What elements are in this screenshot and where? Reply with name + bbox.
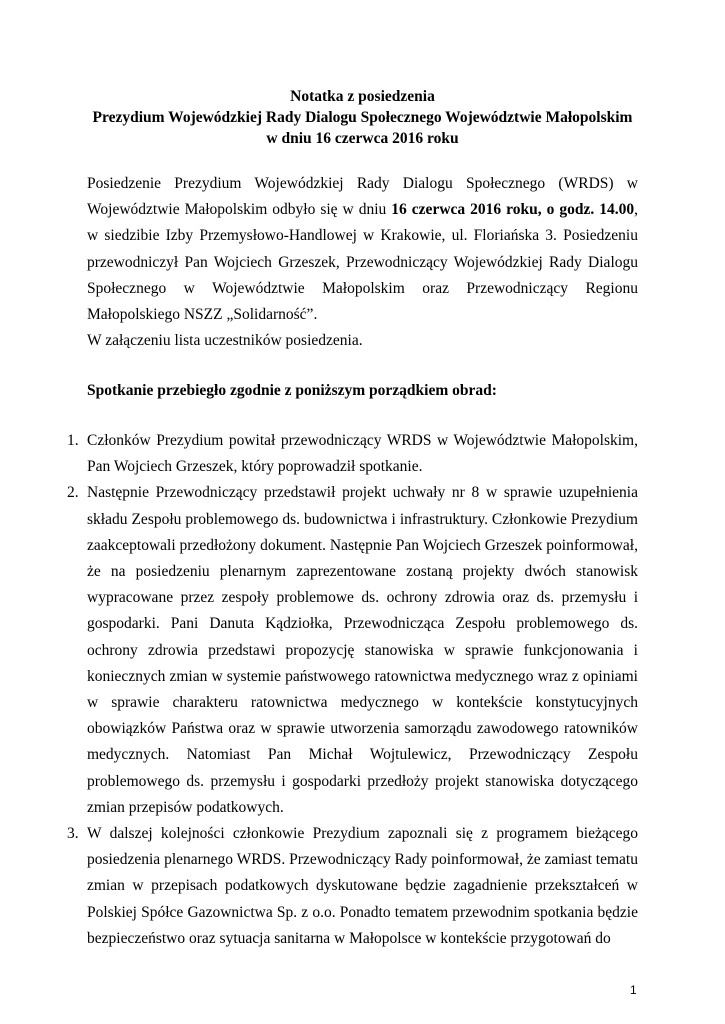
title-line-2: Prezydium Wojewódzkiej Rady Dialogu Społecznego Województwie Małopolskim bbox=[92, 109, 633, 126]
item-number: 2. bbox=[67, 484, 79, 502]
list-item bbox=[67, 821, 638, 952]
attachment-note: W załączeniu lista uczestników posiedzenia. bbox=[87, 332, 363, 350]
item-text: Następnie Przewodniczący przedstawił projekt uchwały nr 8 w sprawie uzupełnienia składu Zespołu problemowego ds. budownictwa i infrastruktury. Członkowie Prezydium zaakceptowali przedłożony dokument. Następnie Pan Wojciech Grzeszek poinformował, że na posiedzeniu plenarnym zaprezentowane zostaną projekty dwóch stanowisk wypracowane przez zespoły problemowe ds. ochrony zdrowia oraz ds. przemysłu i gospodarki. Pani Danuta Kądziołka, Przewodnicząca Zespołu problemowego ds. ochrony zdrowia przedstawi propozycję stanowiska w sprawie funkcjonowania i koniecznych zmian w systemie państwowego ratownictwa medycznego wraz z opiniami w sprawie charakteru ratownictwa medycznego w kontekście konstytucyjnych obowiązków Państwa oraz w sprawie utworzenia samorządu zawodowego ratowników medycznych. Natomiast Pan Michał Wojtulewicz, Przewodniczący Zespołu problemowego ds. przemysłu i gospodarki przedłoży projekt stanowiska dotyczącego zmian przepisów podatkowych. bbox=[87, 484, 638, 816]
item-text: W dalszej kolejności członkowie Prezydium zapoznali się z programem bieżącego posiedzenia plenarnego WRDS. Przewodniczący Rady poinformował, że zamiast tematu zmian w przepisach podatkowych dyskutowane będzie zagadnienie przekształceń w Polskiej Spółce Gazownictwa Sp. z o.o. Ponadto tematem przewodnim spotkania będzie bezpieczeństwo oraz sytuacja sanitarna w Małopolsce w kontekście przygotowań do bbox=[87, 825, 638, 947]
list-item bbox=[67, 480, 638, 821]
document-title bbox=[0, 86, 725, 149]
list-item bbox=[67, 428, 638, 480]
intro-section bbox=[87, 171, 638, 354]
agenda-heading: Spotkanie przebiegło zgodnie z poniższym porządkiem obrad: bbox=[87, 382, 497, 399]
item-number: 3. bbox=[67, 825, 79, 843]
title-line-1: Notatka z posiedzenia bbox=[290, 88, 435, 105]
item-text: Członków Prezydium powitał przewodniczący WRDS w Województwie Małopolskim, Pan Wojciech Grzeszek, który poprowadził spotkanie. bbox=[87, 432, 638, 476]
intro-text-start: Posiedzenie Prezydium Wojewódzkiej Rady Dialogu Społecznego (WRDS) w Województwie Małopolskim odbyło się w dniu bbox=[87, 175, 638, 219]
meeting-date-time: 16 czerwca 2016 roku, o godz. 14.00 bbox=[391, 201, 635, 219]
agenda-list bbox=[67, 428, 638, 952]
page-number: 1 bbox=[630, 983, 637, 997]
intro-paragraph bbox=[87, 171, 638, 328]
title-line-3: w dniu 16 czerwca 2016 roku bbox=[266, 130, 459, 147]
item-number: 1. bbox=[67, 432, 79, 449]
intro-text-end: , w siedzibie Izby Przemysłowo-Handlowej w Krakowie, ul. Floriańska 3. Posiedzeniu przewodniczył Pan Wojciech Grzeszek, Przewodniczący Wojewódzkiej Rady Dialogu Społecznego w Województwie Małopolskim oraz Przewodniczący Regionu Małopolskiego NSZZ „Solidarność”. bbox=[87, 201, 638, 324]
